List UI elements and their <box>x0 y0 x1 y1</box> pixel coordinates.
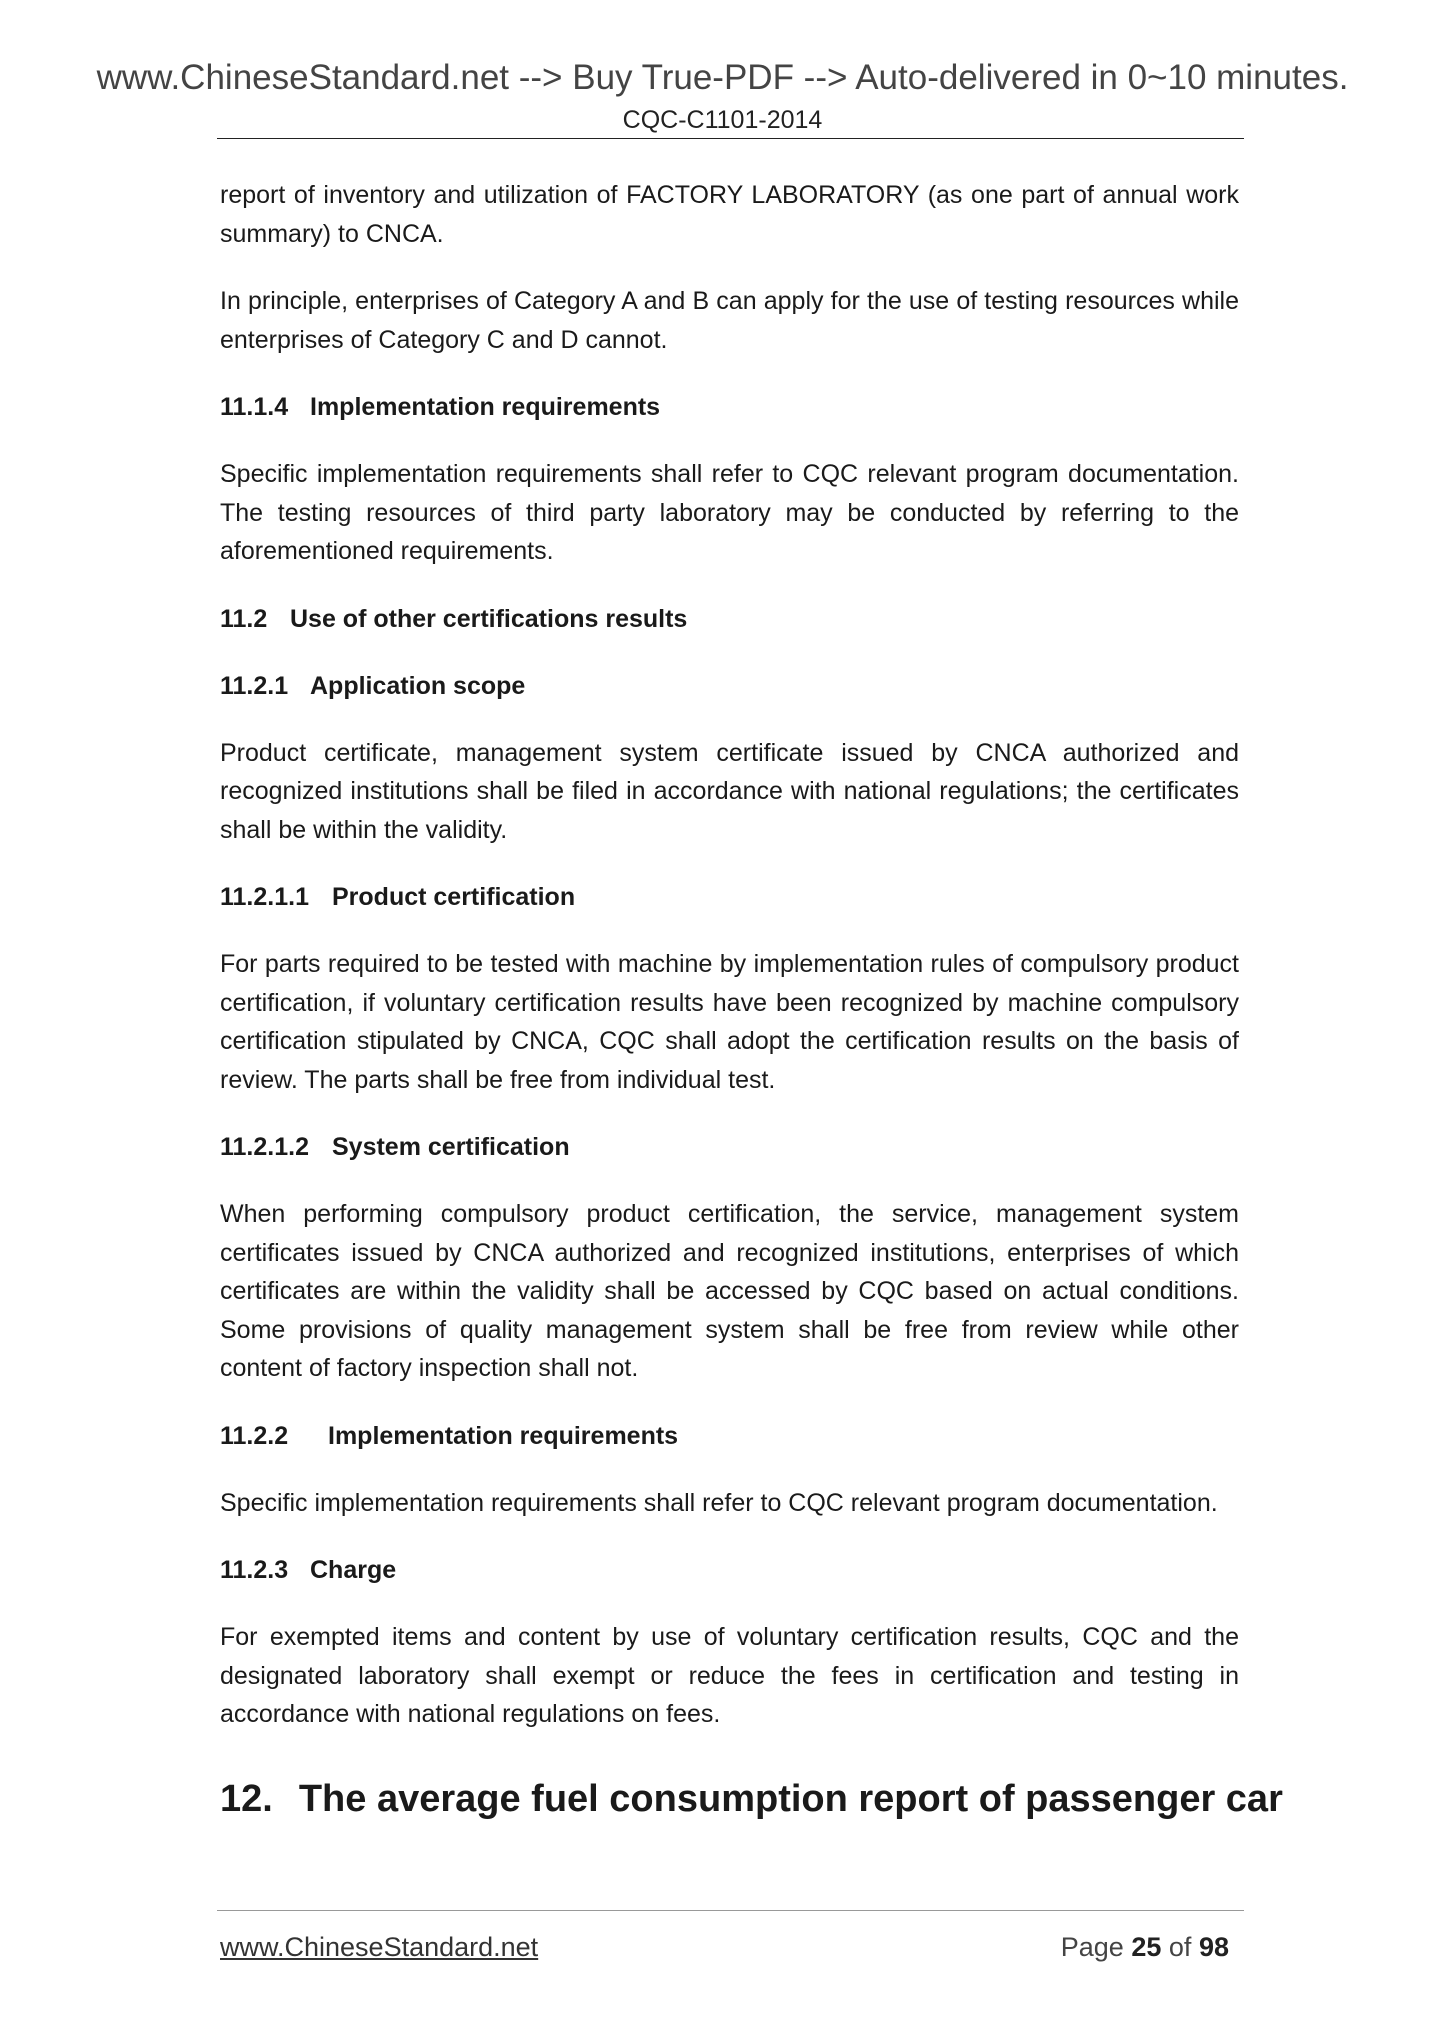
section-title: Use of other certifications results <box>290 604 688 633</box>
section-heading-11-2-1-1 <box>220 878 1239 916</box>
page-total: 98 <box>1198 1932 1229 1962</box>
section-heading-11-2-2 <box>220 1417 1239 1455</box>
footer-site-link[interactable]: www.ChineseStandard.net <box>220 1932 539 1962</box>
paragraph: Specific implementation requirements shall refer to CQC relevant program documentation. <box>220 1488 1218 1517</box>
section-title: Product certification <box>332 883 576 911</box>
footer-divider <box>217 1910 1244 1911</box>
page-content <box>220 176 1283 1822</box>
section-heading-11-2-1-2 <box>220 1128 1239 1166</box>
section-number: 11.1.4 <box>220 393 289 421</box>
paragraph: In principle, enterprises of Category A and B can apply for the use of testing resources while enterprises of Category C and D cannot. <box>220 287 1239 354</box>
section-number: 11.2.2 <box>220 1421 289 1450</box>
paragraph: Product certificate, management system certificate issued by CNCA authorized and recognized institutions shall be filed in accordance with national regulations; the certificates shall be within the validity. <box>220 738 1239 844</box>
section-number: 11.2.1 <box>220 671 289 700</box>
chapter-heading-12 <box>220 1776 1283 1822</box>
section-heading-11-2-3 <box>220 1551 1239 1589</box>
section-title: System certification <box>332 1133 570 1161</box>
header-divider <box>217 138 1244 139</box>
section-number: 11.2.3 <box>220 1556 289 1584</box>
section-number: 11.2.1.1 <box>220 883 309 911</box>
section-number: 11.2.1.2 <box>220 1133 309 1161</box>
page-current: 25 <box>1131 1932 1162 1962</box>
paragraph: For exempted items and content by use of voluntary certification results, CQC and the designated laboratory shall exempt or reduce the fees in certification and testing in accordance with national regulations on fees. <box>220 1623 1239 1728</box>
paragraph: Specific implementation requirements shall refer to CQC relevant program documentation. The testing resources of third party laboratory may be conducted by referring to the aforementioned requirements. <box>220 460 1239 565</box>
chapter-number: 12. <box>220 1777 273 1820</box>
page-label: Page <box>1060 1932 1124 1962</box>
site-banner: www.ChineseStandard.net --> Buy True-PDF --> Auto-delivered in 0~10 minutes. <box>96 58 1349 97</box>
section-title: Charge <box>310 1556 397 1584</box>
section-title: Implementation requirements <box>328 1421 679 1450</box>
paragraph: For parts required to be tested with machine by implementation rules of compulsory product certification, if voluntary certification results have been recognized by machine compulsory certification stipulated by CNCA, CQC shall adopt the certification results on the basis of review. The parts shall be free from individual test. <box>220 950 1239 1094</box>
chapter-title: The average fuel consumption report of passenger car <box>298 1777 1283 1820</box>
section-heading-11-2-1 <box>220 667 1239 705</box>
section-heading-11-2 <box>220 600 1239 638</box>
section-title: Application scope <box>310 671 526 700</box>
section-title: Implementation requirements <box>310 393 661 421</box>
page-of: of <box>1168 1932 1192 1962</box>
paragraph: report of inventory and utilization of FACTORY LABORATORY (as one part of annual work summary) to CNCA. <box>220 181 1239 248</box>
section-heading-11-1-4 <box>220 388 1239 426</box>
document-code: CQC-C1101-2014 <box>622 106 823 134</box>
section-number: 11.2 <box>220 604 268 633</box>
paragraph: When performing compulsory product certification, the service, management system certificates issued by CNCA authorized and recognized institutions, enterprises of which certificates are within the validity shall be accessed by CQC based on actual conditions. Some provisions of quality management system shall be free from review while other content of factory inspection shall not. <box>220 1200 1239 1382</box>
page-number <box>1061 1930 1229 1964</box>
